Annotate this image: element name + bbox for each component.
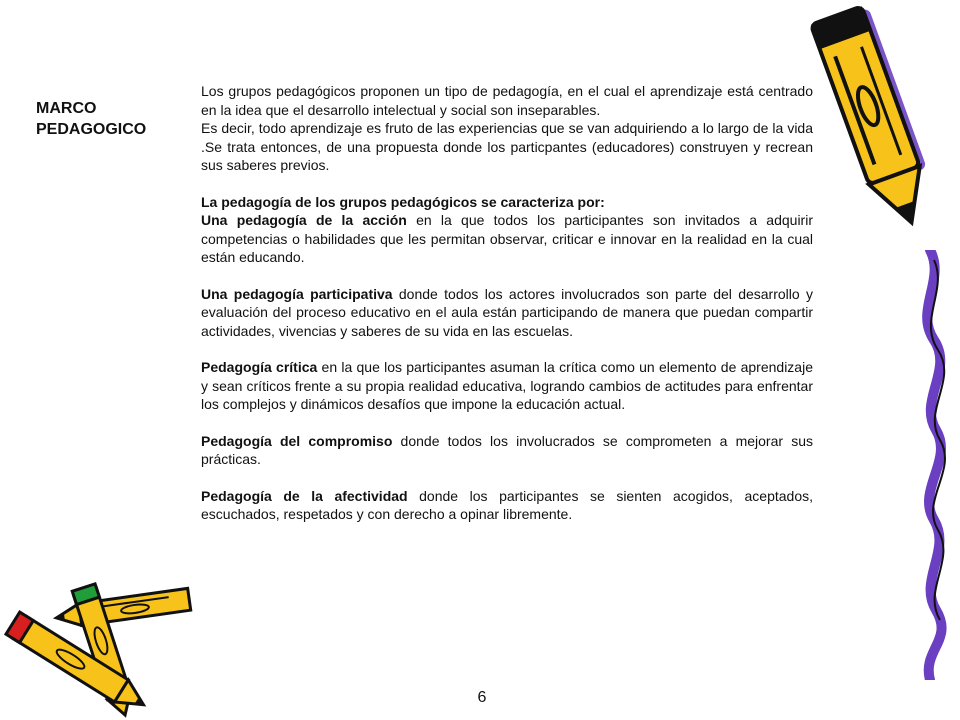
item-term: Pedagogía de la afectividad (201, 487, 408, 504)
intro-paragraph-2: Es decir, todo aprendizaje es fruto de las experiencias que se van adquiriendo a lo largo de la vida .Se trata entonces, de una propuesta donde los particpantes (educadores) construyen y recrean sus saberes previos. (201, 120, 813, 173)
item-text: en la que los participantes asuman la crítica como un elemento de aprendizaje y sean críticos frente a su propia realidad educativa, logrando cambios de actitudes para enfrentar los complejos y dinámicos desafíos que impone la educación actual. (201, 359, 813, 412)
list-item (201, 358, 813, 414)
item-text: donde los participantes se sienten acogidos, aceptados, escuchados, respetados y con derecho a opinar libremente. (201, 487, 813, 522)
list-item (201, 487, 813, 524)
body-text (201, 82, 813, 524)
item-term: Pedagogía crítica (201, 359, 318, 375)
pencils-icon (0, 580, 200, 720)
item-term: Pedagogía del compromiso (201, 432, 393, 449)
list-item (201, 432, 813, 469)
pencil-icon (808, 0, 948, 240)
page-title-line1: MARCO (36, 100, 97, 117)
page-title-line2: PEDAGOGICO (36, 121, 147, 138)
item-term: Una pedagogía de la acción (201, 212, 407, 228)
item-text: donde todos los actores involucrados son parte del desarrollo y evaluación del proceso educativo en el aula están participando de manera que puedan compartir actividades, vivencias y saberes de su vida en las escuelas. (201, 285, 813, 339)
page-number: 6 (477, 689, 487, 706)
section-subheading: La pedagogía de los grupos pedagógicos se caracteriza por: (201, 193, 605, 210)
page-title (36, 98, 186, 140)
intro-paragraph-1: Los grupos pedagógicos proponen un tipo de pedagogía, en el cual el aprendizaje está centrado en la idea que el desarrollo intelectual y social son inseparables. (201, 83, 813, 118)
list-item (201, 211, 813, 267)
wavy-line (900, 250, 960, 680)
item-text: donde todos los involucrados se comprometen a mejorar sus prácticas. (201, 432, 813, 467)
list-item (201, 285, 813, 341)
item-term: Una pedagogía participativa (201, 285, 393, 302)
item-text: en la que todos los participantes son invitados a adquirir competencias o habilidades que les permitan observar, criticar e innovar en la realidad en la cual están educando. (201, 212, 813, 265)
